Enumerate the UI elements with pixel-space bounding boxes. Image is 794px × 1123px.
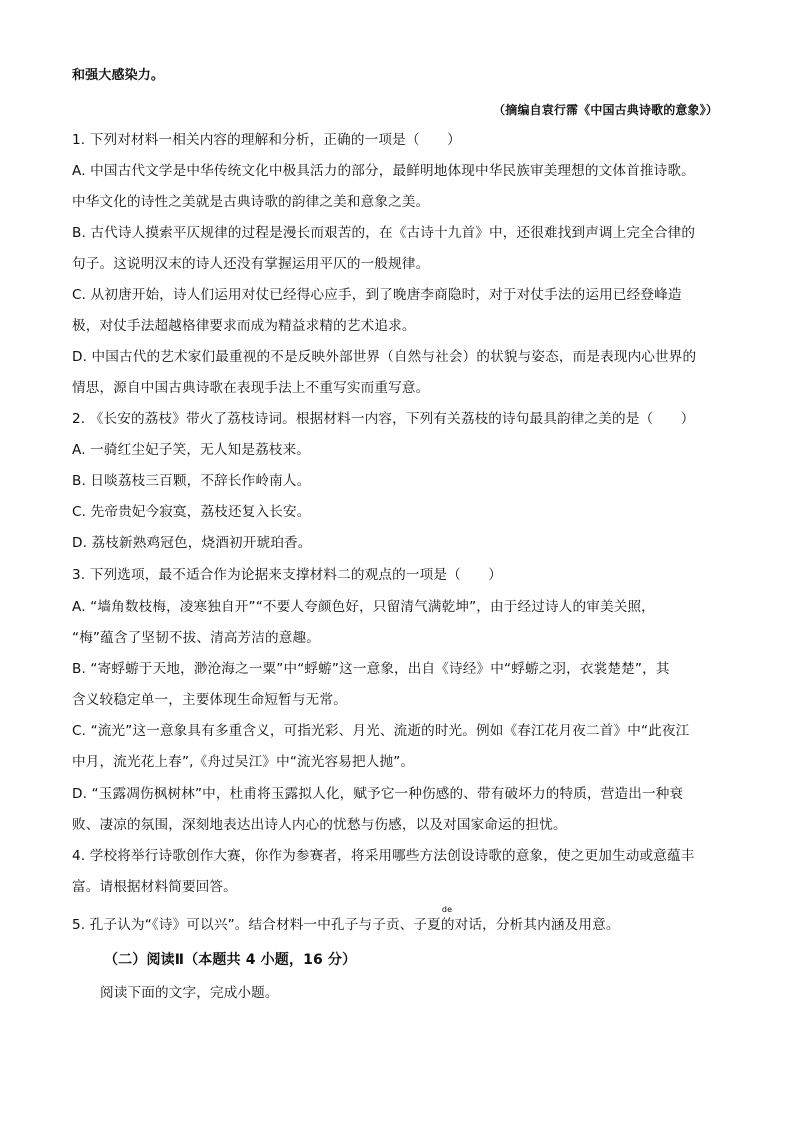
option-b: B. “寄蜉蝣于天地，渺沧海之一粟”中“蜉蝣”这一意象，出自《诗经》中“蜉蝣之羽，衣裳楚楚”，其	[72, 661, 670, 677]
question-5-text-end: 对话，分析其内涵及用意。	[454, 917, 620, 933]
question-5	[72, 905, 620, 935]
source-citation: （摘编自袁行霈《中国古典诗歌的意象》）	[493, 103, 718, 117]
question-text: 4. 学校将举行诗歌创作大赛，你作为参赛者，将采用哪些方法创设诗歌的意象，使之更加生动或意蕴丰	[72, 848, 695, 864]
option-d-cont: 败、凄凉的氛围，深刻地表达出诗人内心的忧愁与伤感，以及对国家命运的担忧。	[72, 817, 567, 833]
ruby-annotation: de	[441, 905, 453, 914]
option-c-cont: 极，对仗手法超越格律要求而成为精益求精的艺术追求。	[72, 318, 416, 334]
option-a: A. “墙角数枝梅，凌寒独自开”“不要人夸颜色好，只留清气满乾坤”，由于经过诗人的审美关照，	[72, 599, 655, 615]
option-b-cont: 句子。这说明汉末的诗人还没有掌握运用平仄的一般规律。	[72, 256, 430, 272]
question-stem: 2. 《长安的荔枝》带火了荔枝诗词。根据材料一内容，下列有关荔枝的诗句最具韵律之美的是（ ）	[72, 411, 695, 427]
ruby-base: 的	[440, 917, 455, 933]
question-stem: 1. 下列对材料一相关内容的理解和分析，正确的一项是（ ）	[72, 132, 461, 148]
option-c: C. 先帝贵妃今寂寞，荔枝还复入长安。	[72, 504, 311, 520]
option-d: D. “玉露凋伤枫树林”中，杜甫将玉露拟人化，赋予它一种伤感的、带有破坏力的特质，营造出一种衰	[72, 786, 684, 802]
question-stem: 3. 下列选项，最不适合作为论据来支撑材料二的观点的一项是（ ）	[72, 567, 503, 583]
option-d: D. 荔枝新熟鸡冠色，烧酒初开琥珀香。	[72, 535, 312, 551]
question-text-cont: 富。请根据材料简要回答。	[72, 879, 237, 895]
option-a-cont: “梅”蕴含了坚韧不拔、清高芳洁的意趣。	[72, 630, 321, 646]
option-a-cont: 中华文化的诗性之美就是古典诗歌的韵律之美和意象之美。	[72, 194, 430, 210]
option-c: C. “流光”这一意象具有多重含义，可指光彩、月光、流逝的时光。例如《春江花月夜二首》中“此夜江	[72, 723, 690, 739]
option-b: B. 古代诗人摸索平仄规律的过程是漫长而艰苦的，在《古诗十九首》中，还很难找到声调上完全合律的	[72, 225, 696, 241]
section-heading: （二）阅读Ⅱ（本题共 4 小题，16 分）	[104, 952, 357, 968]
option-d: D. 中国古代的艺术家们最重视的不是反映外部世界（自然与社会）的状貌与姿态，而是表现内心世界的	[72, 349, 697, 365]
option-d-cont: 情思，源自中国古典诗歌在表现手法上不重写实而重写意。	[72, 380, 430, 396]
ruby-char	[440, 905, 455, 935]
option-a: A. 中国古代文学是中华传统文化中极具活力的部分，最鲜明地体现中华民族审美理想的文体首推诗歌。	[72, 163, 695, 179]
reading-instruction: 阅读下面的文字，完成小题。	[100, 985, 279, 1001]
option-c: C. 从初唐开始，诗人们运用对仗已经得心应手，到了晚唐李商隐时，对于对仗手法的运用已经登峰造	[72, 287, 682, 303]
option-a: A. 一骑红尘妃子笑，无人知是荔枝来。	[72, 442, 311, 458]
option-c-cont: 中月，流光花上春”,《舟过吴江》中“流光容易把人抛”。	[72, 754, 415, 770]
option-b: B. 日啖荔枝三百颗，不辞长作岭南人。	[72, 473, 311, 489]
question-5-text: 5. 孔子认为“《诗》可以兴”。结合材料一中孔子与子贡、子夏	[72, 917, 441, 933]
option-b-cont: 含义较稳定单一，主要体现生命短暂与无常。	[72, 692, 347, 708]
continued-text: 和强大感染力。	[72, 68, 165, 83]
